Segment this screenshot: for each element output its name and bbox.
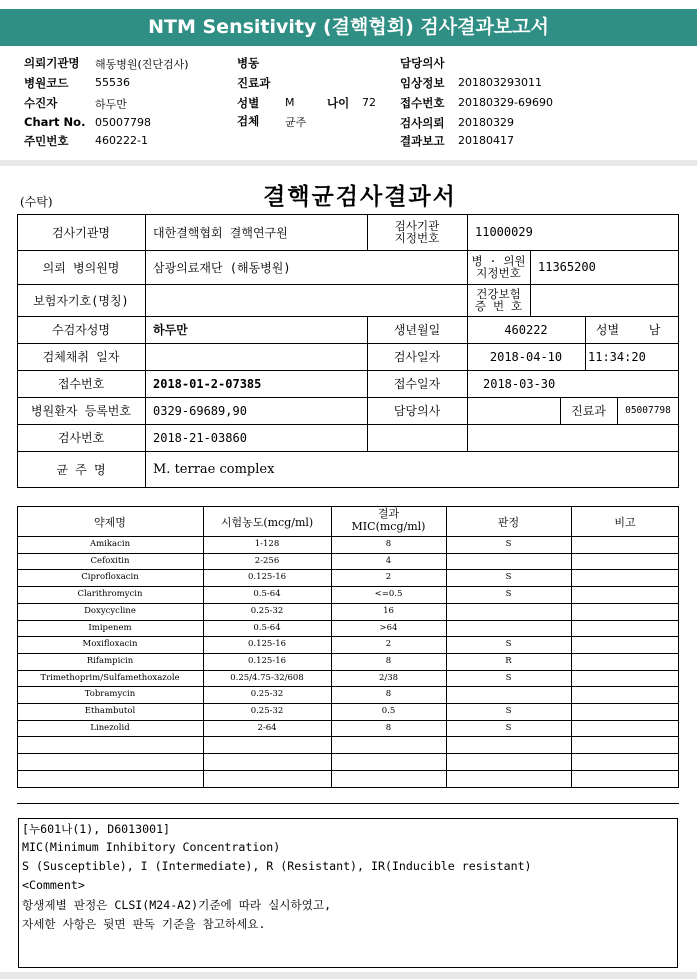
drug-name: Rifampicin [86,656,134,666]
mic-result: >64 [379,623,398,633]
doctor-label: 담당의사 [400,56,445,70]
collect-label: 검체채취 일자 [42,350,120,364]
notes-box [18,818,678,968]
drug-name: Linezolid [90,723,130,733]
lab-id-label-line2: 지정번호 [394,231,440,245]
col-result-header [331,507,446,533]
judgement [446,686,571,703]
age-value: 72 [362,96,376,109]
lab-name-value: 대한결핵협회 결핵연구원 [153,225,288,240]
receipt-no-label: 접수번호 [57,377,105,391]
health-id-label-line1: 건강보험 [476,287,521,301]
drug-name [17,770,203,787]
test-time-value: 11:34:20 [588,349,646,364]
dob-value: 460222 [504,322,548,337]
hospital-label: 의뢰기관명 [24,56,80,70]
col-remark-header: 비고 [614,516,636,529]
remark [571,620,679,637]
lab-id-value: 11000029 [475,225,533,239]
reg-no-label: 병원환자 등록번호 [31,404,131,418]
test-no-value: 2018-21-03860 [153,430,247,445]
judgement: S [505,639,512,649]
remark [571,553,679,570]
strain-label: 균 주 명 [56,463,106,477]
req-hosp-id-value: 11365200 [538,260,596,274]
drug-name: Amikacin [89,539,131,549]
judgement: R [505,656,512,666]
clinical-label: 임상정보 [400,76,445,90]
receipt-date-value: 2018-03-30 [483,376,556,391]
judgement [446,787,571,804]
remark [571,720,679,737]
chart-label: Chart No. [24,115,86,129]
report-header-title: NTM Sensitivity (결핵협회) 검사결과보고서 [0,9,697,46]
name-value: 하두만 [153,323,188,337]
test-concentration: 0.125-16 [247,572,287,582]
specimen-value: 균주 [285,116,307,129]
remark [571,586,679,603]
drug-name: Imipenem [88,623,132,633]
receipt-label: 접수번호 [400,96,445,110]
col-drug-header: 약제명 [94,516,126,529]
test-concentration [203,787,331,804]
receipt-date-label: 접수일자 [393,377,441,391]
receipt-no-value: 2018-01-2-07385 [153,376,262,391]
assigned-doctor-label: 담당의사 [393,404,441,418]
judgement: S [505,706,512,716]
lab-id-label [367,214,467,250]
id-value: 460222-1 [95,134,148,147]
mic-result: 16 [383,606,394,616]
notes-line-clsi: 항생제별 판정은 CLSI(M24-A2)기준에 따라 실시하였고, [22,898,332,912]
footer-divider [0,972,697,979]
code-value: 55536 [95,76,130,89]
clinical-value: 201803293011 [458,76,542,89]
judgement [446,770,571,787]
req-hosp-id-label-line2: 지정번호 [476,266,521,280]
remark [571,603,679,620]
mic-result: 8 [385,723,392,733]
chart-value: 05007798 [95,116,151,129]
test-concentration [203,770,331,787]
patient-label: 수진자 [24,96,58,110]
col-result-header-line2: MIC(mcg/ml) [351,520,426,533]
test-date-value: 2018-04-10 [489,349,563,364]
dept-label: 진료과 [237,76,271,90]
judgement [446,553,571,570]
remark [571,653,679,670]
drug-name: Moxifloxacin [82,639,138,649]
test-concentration: 2-64 [257,723,277,733]
test-date-label: 검사일자 [393,350,441,364]
notes-line-reference: 자세한 사항은 뒷면 판독 기준을 참고하세요. [22,917,266,931]
remark [571,736,679,753]
drug-name [17,753,203,770]
mic-result [331,770,446,787]
req-hosp-id-label-line1: 병 · 의원 [471,254,526,268]
section-divider [0,160,697,166]
judgement: S [505,539,512,549]
test-concentration: 0.25-32 [250,706,284,716]
test-concentration: 0.25-32 [250,606,284,616]
hospital-value: 해동병원(진단검사) [95,58,189,71]
receipt-value: 20180329-69690 [458,96,553,109]
mic-result: 2 [385,639,392,649]
remark [571,536,679,553]
request-label: 검사의뢰 [400,116,445,130]
test-concentration: 0.125-16 [247,639,287,649]
remark [571,703,679,720]
remark [571,753,679,770]
mic-result: 4 [385,556,392,566]
remark [571,569,679,586]
test-concentration: 0.25/4.75-32/608 [230,673,304,683]
drug-name: Doxycycline [84,606,136,616]
notes-line-legend: S (Susceptible), I (Intermediate), R (Resistant), IR(Inducible resistant) [22,859,532,873]
col-conc-header: 시험농도(mcg/ml) [220,516,314,529]
id-label: 주민번호 [24,134,69,148]
report-date-label: 결과보고 [400,134,445,148]
test-concentration: 0.5-64 [253,589,281,599]
suktak-label: (수탁) [20,195,53,209]
mic-result [331,753,446,770]
drug-name: Trimethoprim/Sulfamethoxazole [40,673,180,683]
mic-result: 2 [385,572,392,582]
notes-line-code: [누601나(1), D6013001] [22,822,171,836]
report-title: 결핵균검사결과서 [263,183,457,210]
code-label: 병원코드 [24,76,69,90]
remark [571,670,679,687]
drug-name: Ciprofloxacin [81,572,139,582]
test-concentration: 0.5-64 [253,623,281,633]
drug-name: Tobramycin [84,689,136,699]
judgement [446,736,571,753]
sex-label: 성별 [595,323,620,337]
patient-value: 하두만 [95,98,127,111]
col-result-header-line1: 결과 [377,507,400,520]
health-id-label [467,284,530,316]
ward-label: 병동 [237,56,260,70]
sex-label: 성별 [237,96,260,110]
test-concentration [203,736,331,753]
mic-result: 8 [385,656,392,666]
drug-name [17,787,203,804]
judgement: S [505,589,512,599]
mic-result: <=0.5 [374,589,403,599]
health-id-value [530,284,679,316]
name-label: 수검자성명 [52,323,110,337]
drug-name: Cefoxitin [90,556,130,566]
report-date-value: 20180417 [458,134,514,147]
mic-result [331,787,446,804]
test-concentration [203,753,331,770]
insurance-value [145,284,467,316]
remark [571,770,679,787]
reg-no-value: 0329-69689,90 [153,403,247,418]
judgement: S [505,673,512,683]
health-id-label-line2: 증 번 호 [474,299,523,313]
test-concentration: 1-128 [254,539,280,549]
judgement: S [505,723,512,733]
mic-result: 2/38 [378,673,399,683]
lab-name-label: 검사기관명 [52,225,110,240]
collect-value [145,343,367,370]
test-concentration: 0.25-32 [250,689,284,699]
age-label: 나이 [327,96,350,110]
sex-value: 남 [648,323,661,337]
strain-value: M. terrae complex [153,462,275,477]
mic-result: 0.5 [381,706,396,716]
drug-name: Ethambutol [84,706,136,716]
drug-name [17,736,203,753]
assigned-doctor-value [467,397,560,424]
col-judgement-header: 판정 [497,516,520,529]
judgement [446,603,571,620]
notes-line-mic: MIC(Minimum Inhibitory Concentration) [22,840,281,854]
remark [571,686,679,703]
patient-info-panel [0,53,697,153]
request-value: 20180329 [458,116,514,129]
req-hosp-value: 삼광의료재단 (해동병원) [153,260,291,275]
notes-line-comment: <Comment> [22,878,85,892]
mic-result [331,736,446,753]
test-no-label: 검사번호 [57,431,105,445]
sex-value: M [285,96,295,109]
test-concentration: 0.125-16 [247,656,287,666]
drug-name: Clarithromycin [77,589,143,599]
mic-result: 8 [385,689,392,699]
dept-value-cell: 05007798 [625,405,671,416]
remark [571,787,679,804]
req-hosp-label: 의뢰 병의원명 [42,260,120,275]
specimen-label: 검체 [237,114,260,128]
insurance-label: 보험자기호(명칭) [33,293,129,308]
dept-label-cell: 진료과 [571,404,606,418]
remark [571,636,679,653]
judgement [446,753,571,770]
test-concentration: 2-256 [254,556,280,566]
judgement [446,620,571,637]
judgement: S [505,572,512,582]
mic-result: 8 [385,539,392,549]
req-hosp-id-label [467,250,530,284]
lab-id-label-line1: 검사기관 [394,219,440,233]
dob-label: 생년월일 [393,323,441,337]
